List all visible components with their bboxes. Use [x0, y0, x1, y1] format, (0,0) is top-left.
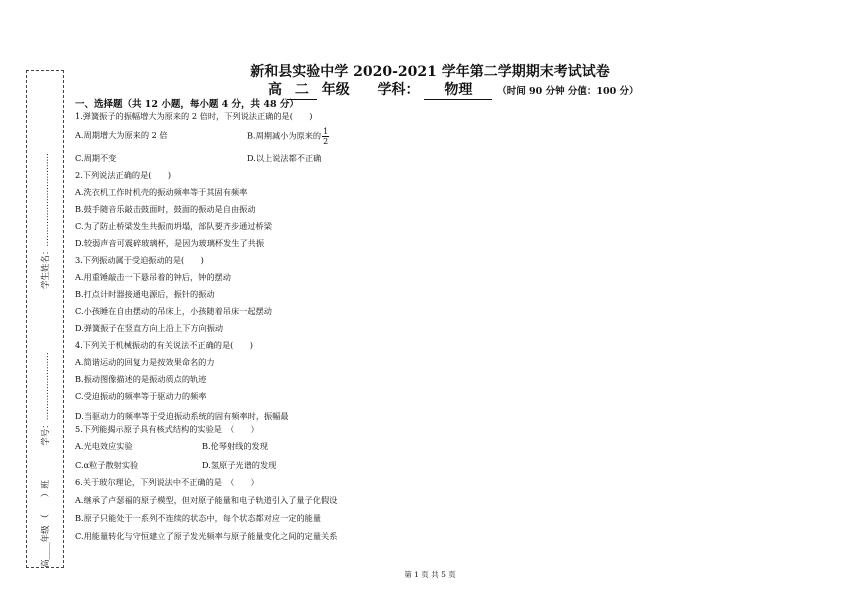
student-name-field: 学生姓名：…………………………… [41, 152, 51, 290]
question-5-option-a: A.光电效应实验 [75, 441, 133, 451]
question-2-option-a: A.洗衣机工作时机壳的振动频率等于其固有频率 [75, 187, 248, 197]
fraction-denominator: 2 [323, 137, 329, 146]
exam-info: （时间 90 分钟 分值：100 分） [497, 86, 639, 97]
question-6-stem: 6.关于玻尔理论，下列说法中不正确的是 （ ） [75, 477, 259, 487]
question-1-stem: 1.弹簧振子的振幅增大为原来的 2 倍时，下列说法正确的是( ) [75, 111, 313, 121]
question-1-option-b-text: B.周期减小为原来的 [247, 130, 322, 141]
student-name-label: 学生姓名： [41, 246, 51, 290]
question-2-option-c: C.为了防止桥梁发生共振而坍塌，部队要齐步通过桥梁 [75, 221, 272, 231]
question-3-option-b: B.打点计时器接通电源后，振针的振动 [75, 289, 215, 299]
question-5-stem: 5.下列能揭示原子具有核式结构的实验是 （ ） [75, 424, 259, 434]
page-number: 第 1 页 共 5 页 [404, 570, 456, 579]
question-3-stem: 3.下列振动属于受迫振动的是( ) [75, 255, 204, 265]
subject-value: 物理 [424, 79, 492, 100]
question-4-option-d: D.当驱动力的频率等于受迫振动系统的固有频率时，振幅最 [75, 411, 289, 421]
question-6-option-a: A.继承了卢瑟福的原子模型，但对原子能量和电子轨道引入了量子化假设 [75, 495, 338, 505]
question-2-option-d: D.较弱声音可震碎玻璃杯，是因为玻璃杯发生了共振 [75, 238, 265, 248]
grade-suffix: 年级 [321, 82, 350, 98]
fraction [322, 127, 329, 146]
question-1-option-c: C.周期不变 [75, 153, 117, 163]
question-4-option-c: C.受迫振动的频率等于驱动力的频率 [75, 391, 207, 401]
grade-value: 二 [287, 79, 317, 100]
fraction-numerator: 1 [323, 127, 329, 136]
question-6-option-c: C.用能量转化与守恒建立了原子发光频率与原子能量变化之间的定量关系 [75, 531, 338, 541]
question-4-stem: 4.下列关于机械振动的有关说法不正确的是( ) [75, 340, 253, 350]
exam-subtitle [268, 79, 639, 100]
question-3-option-a: A.用重锤敲击一下悬吊着的钟后，钟的摆动 [75, 272, 231, 282]
exam-title: 新和县实验中学 2020-2021 学年第二学期期末考试试卷 [250, 64, 610, 80]
question-2-stem: 2.下列说法正确的是( ) [75, 170, 172, 180]
student-id-label: 学号： [41, 420, 51, 446]
question-1-option-b [247, 127, 329, 146]
question-4-option-b: B.振动图像描述的是振动质点的轨迹 [75, 374, 207, 384]
question-1-option-d: D.以上说法都不正确 [247, 153, 322, 163]
question-3-option-c: C.小孩睡在自由摆动的吊床上，小孩随着吊床一起摆动 [75, 306, 272, 316]
question-5-option-b: B.伦琴射线的发现 [202, 441, 268, 451]
question-6-option-b: B.原子只能处于一系列不连续的状态中，每个状态都对应一定的能量 [75, 513, 322, 523]
question-5-option-c: C.α粒子散射实验 [75, 460, 139, 470]
grade-prefix: 高 [268, 82, 282, 98]
subject-label: 学科： [377, 82, 420, 98]
section-heading: 一、选择题（共 12 小题，每小题 4 分，共 48 分） [75, 99, 299, 110]
class-field: 高____年级 （ ）班 [41, 480, 51, 568]
question-1-option-a: A.周期增大为原来的 2 倍 [75, 130, 168, 140]
student-id-field: 学号：…………………… [41, 352, 51, 446]
binding-margin [26, 70, 64, 568]
question-3-option-d: D.弹簧振子在竖直方向上沿上下方向振动 [75, 323, 224, 333]
question-2-option-b: B.鼓手随音乐敲击鼓面时，鼓面的振动是自由振动 [75, 204, 256, 214]
question-5-option-d: D.氢原子光谱的发现 [202, 460, 277, 470]
question-4-option-a: A.简谐运动的回复力是按效果命名的力 [75, 357, 215, 367]
